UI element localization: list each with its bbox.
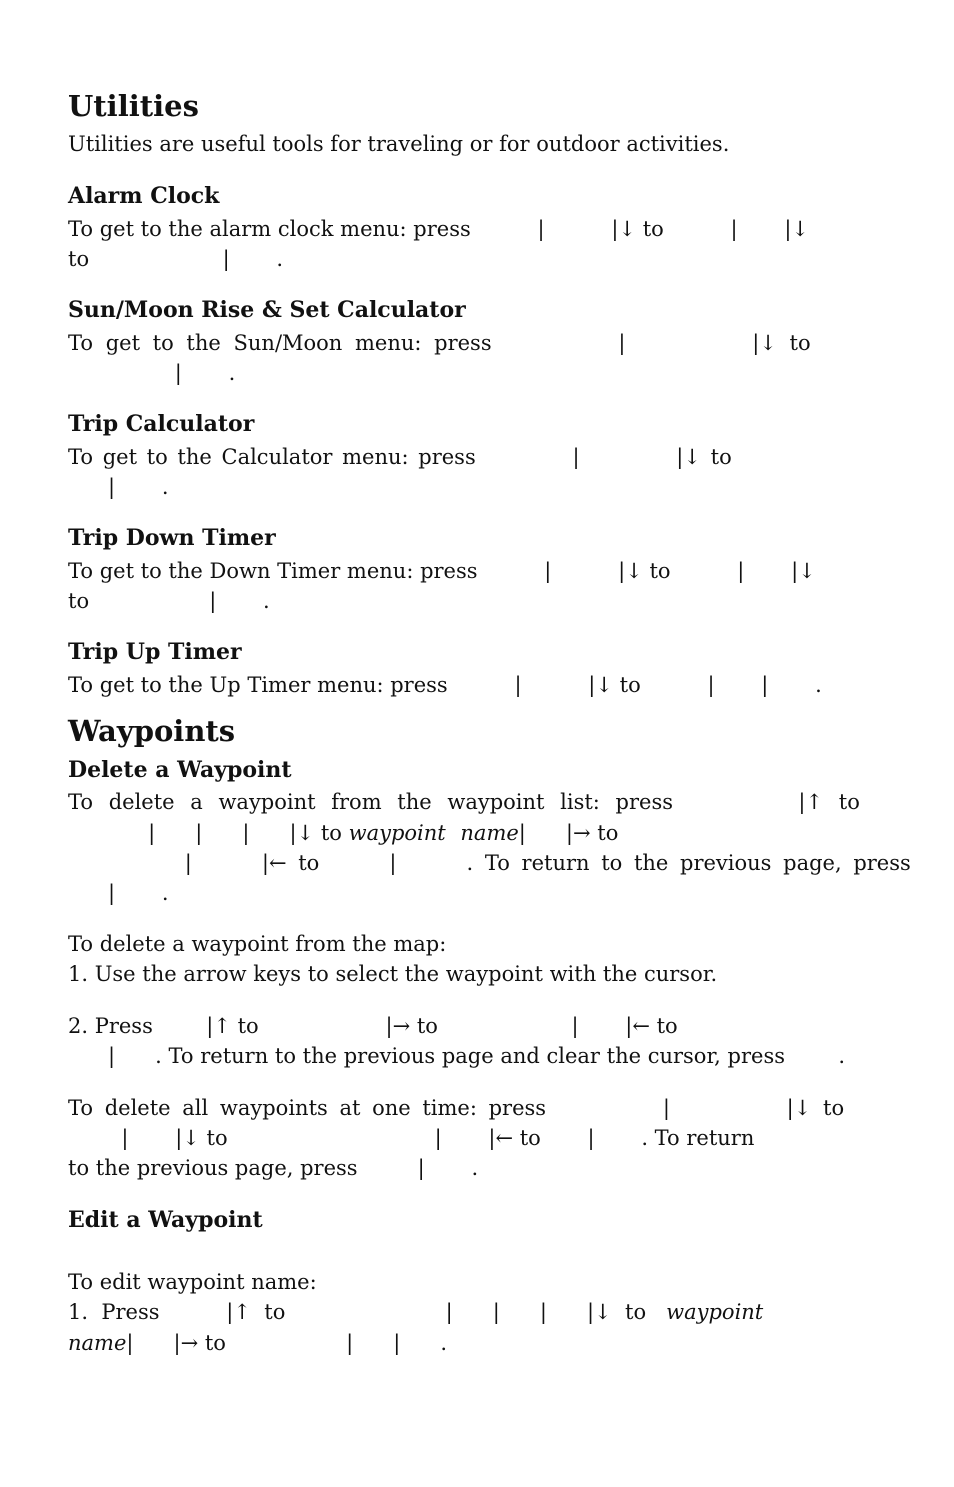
edit-step-1-line-1: [68, 1298, 763, 1326]
delete-all-line-1: To delete all waypoints at one time: press | |↓ to: [68, 1096, 845, 1120]
waypoints-heading: Waypoints: [68, 714, 236, 748]
delete-all-line-2: | |↓ to | |← to | . To return: [68, 1126, 755, 1150]
delete-list-line-4: | .: [68, 881, 169, 905]
delete-all-line-3: to the previous page, press | .: [68, 1156, 479, 1180]
trip-down-timer-heading: Trip Down Timer: [68, 525, 276, 551]
waypoint-name-italic: waypoint name: [348, 821, 519, 845]
edit-name-italic: name: [68, 1331, 127, 1355]
edit-step-1-line-2: [68, 1329, 447, 1357]
alarm-clock-heading: Alarm Clock: [68, 183, 220, 209]
edit-name-intro: To edit waypoint name:: [68, 1270, 317, 1294]
trip-up-timer-heading: Trip Up Timer: [68, 639, 242, 665]
trip-down-timer-line-2: to | .: [68, 589, 270, 613]
edit-waypoint-heading: Edit a Waypoint: [68, 1207, 263, 1233]
sun-moon-line-2: | .: [68, 361, 236, 385]
edit-waypoint-italic: waypoint: [666, 1300, 764, 1324]
trip-calculator-line-2: | .: [68, 475, 169, 499]
trip-calculator-line-1: To get to the Calculator menu: press | |↓ to: [68, 445, 732, 469]
delete-waypoint-heading: Delete a Waypoint: [68, 757, 292, 783]
utilities-heading: Utilities: [68, 89, 199, 123]
trip-calculator-heading: Trip Calculator: [68, 411, 255, 437]
edit-step-1-line-2-text: | |→ to | | .: [126, 1331, 448, 1355]
delete-map-intro: To delete a waypoint from the map:: [68, 932, 447, 956]
delete-list-line-1: To delete a waypoint from the waypoint list: press |↑ to: [68, 790, 860, 814]
edit-step-1-line-1-text: 1. Press |↑ to | | | |↓ to: [68, 1300, 647, 1324]
sun-moon-heading: Sun/Moon Rise & Set Calculator: [68, 297, 466, 323]
delete-list-line-2-tail: | |→ to: [518, 821, 619, 845]
delete-map-step-2-line-1: 2. Press |↑ to |→ to | |← to: [68, 1014, 678, 1038]
delete-map-step-1: 1. Use the arrow keys to select the waypoint with the cursor.: [68, 962, 718, 986]
alarm-clock-line-1: To get to the alarm clock menu: press | |↓ to | |↓: [68, 217, 810, 241]
delete-list-line-3: | |← to | . To return to the previous page, press: [68, 851, 911, 875]
delete-list-line-2: [68, 819, 618, 847]
utilities-intro: Utilities are useful tools for traveling or for outdoor activities.: [68, 132, 730, 156]
trip-up-timer-line-1: To get to the Up Timer menu: press | |↓ to | | .: [68, 673, 822, 697]
delete-list-line-2-text: | | | |↓ to: [68, 821, 342, 845]
delete-map-step-2-line-2: | . To return to the previous page and clear the cursor, press .: [68, 1044, 846, 1068]
alarm-clock-line-2: to | .: [68, 247, 284, 271]
sun-moon-line-1: To get to the Sun/Moon menu: press | |↓ to: [68, 331, 811, 355]
trip-down-timer-line-1: To get to the Down Timer menu: press | |↓ to | |↓: [68, 559, 816, 583]
